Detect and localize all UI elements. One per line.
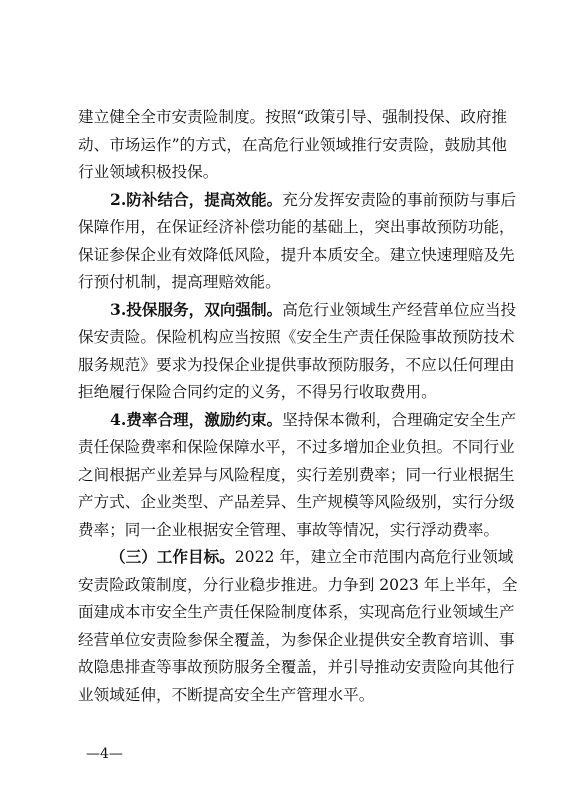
- paragraph-line: 经营单位安责险参保全覆盖，为参保企业提供安全教育培训、事: [78, 630, 515, 649]
- paragraph-line: 故隐患排查等事故预防服务全覆盖，并引导推动安责险向其他行: [78, 658, 515, 676]
- paragraph-line: 安责险政策制度，分行业稳步推进。力争到 2023 年上半年，全: [78, 575, 518, 594]
- section-heading: 4.费率合理，激励约束。: [110, 409, 283, 429]
- paragraph-text: 高危行业领域生产经营单位应当投: [282, 300, 517, 319]
- section-heading: 3.投保服务，双向强制。: [110, 299, 283, 319]
- page-number: —4—: [86, 746, 123, 762]
- paragraph-line: 产方式、企业类型、产品差异、生产规模等风险级别，实行分级: [78, 493, 515, 511]
- paragraph-line: [78, 297, 517, 323]
- paragraph-text: 坚持保本微利，合理确定安全生产: [282, 410, 517, 429]
- paragraph-line: 动、市场运作”的方式，在高危行业领域推行安责险，鼓励其他: [78, 135, 508, 154]
- paragraph-line: 行业领域积极投保。: [78, 163, 219, 181]
- paragraph-line: 行预付机制，提高理赔效能。: [78, 273, 281, 291]
- paragraph-text: 2022 年，建立全市范围内高危行业领域: [234, 548, 514, 566]
- paragraph-line: [78, 544, 514, 570]
- paragraph-line: 服务规范》要求为投保企业提供事故预防服务，不应以任何理由: [78, 355, 515, 374]
- paragraph-line: 建立健全全市安责险制度。按照“政策引导、强制投保、政府推: [78, 108, 508, 126]
- paragraph-line: [78, 187, 517, 213]
- paragraph-line: 拒绝履行保险合同约定的义务，不得另行收取费用。: [78, 383, 437, 401]
- paragraph-line: 保证参保企业有效降低风险，提升本质安全。建立快速理赔及先: [78, 245, 515, 264]
- paragraph-line: 保障作用，在保证经济补偿功能的基础上，突出事故预防功能，: [78, 218, 515, 236]
- paragraph-line: 责任保险费率和保险保障水平，不过多增加企业负担。不同行业: [78, 438, 515, 456]
- section-heading: （三）工作目标。: [110, 547, 235, 566]
- paragraph-line: 面建成本市安全生产责任保险制度体系，实现高危行业领域生产: [78, 603, 515, 621]
- section-heading: 2.防补结合，提高效能。: [110, 189, 283, 209]
- paragraph-line: 保安责险。保险机构应当按照《安全生产责任保险事故预防技术: [78, 328, 515, 346]
- paragraph-line: 费率；同一企业根据安全管理、事故等情况，实行浮动费率。: [78, 520, 500, 539]
- paragraph-line: 之间根据产业差异与风险程度，实行差别费率；同一行业根据生: [78, 465, 515, 484]
- paragraph-line: [78, 407, 517, 433]
- paragraph-text: 充分发挥安责险的事前预防与事后: [282, 190, 517, 209]
- paragraph-line: 业领域延伸，不断提高安全生产管理水平。: [78, 685, 375, 704]
